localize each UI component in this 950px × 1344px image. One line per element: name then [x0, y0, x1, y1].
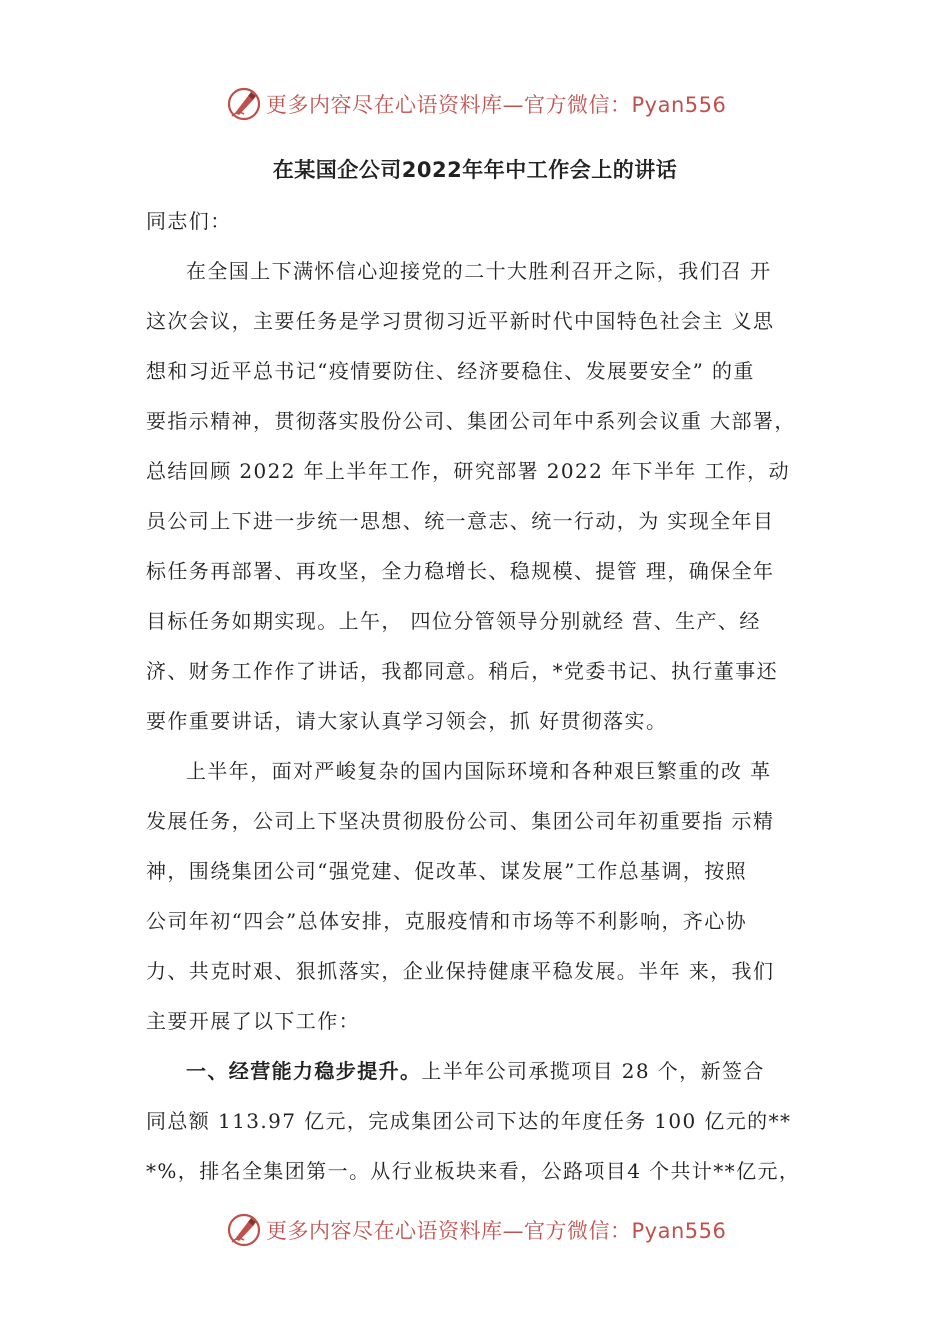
text-line: 在全国上下满怀信心迎接党的二十大胜利召开之际，我们召 开: [186, 259, 772, 283]
text-line: 发展任务，公司上下坚决贯彻股份公司、集团公司年初重要指 示精: [146, 809, 775, 833]
section-1-heading: 一、经营能力稳步提升。: [186, 1059, 422, 1083]
text-line: *%，排名全集团第一。从行业板块来看，公路项目4 个共计**亿元，: [146, 1159, 801, 1183]
text-line: 公司年初“四会”总体安排，克服疫情和市场等不利影响，齐心协: [146, 909, 748, 933]
paragraph-1: [146, 246, 814, 746]
text-line: 济、财务工作作了讲话，我都同意。稍后，*党委书记、执行董事还: [146, 659, 778, 683]
section-1-text: 上半年公司承揽项目 28 个，新签合: [421, 1059, 765, 1083]
paragraph-2: [146, 746, 814, 1046]
text-line: 力、共克时艰、狠抓落实，企业保持健康平稳发展。半年 来，我们: [146, 959, 775, 983]
footer-watermark-banner: [0, 1208, 950, 1252]
salutation: 同志们：: [146, 209, 232, 233]
text-line: 总结回顾 2022 年上半年工作，研究部署 2022 年下半年 工作，动: [146, 459, 790, 483]
pen-logo-icon: [226, 1212, 262, 1248]
text-line: 员公司上下进一步统一思想、统一意志、统一行动，为 实现全年目: [146, 509, 775, 533]
text-line: 同总额 113.97 亿元，完成集团公司下达的年度任务 100 亿元的**: [146, 1109, 792, 1133]
text-line: 目标任务如期实现。上午， 四位分管领导分别就经 营、生产、经: [146, 609, 761, 633]
pen-logo-icon: [226, 86, 262, 122]
section-1-first-line: [146, 1046, 814, 1096]
speech-body: [146, 196, 814, 1196]
text-line: 这次会议，主要任务是学习贯彻习近平新时代中国特色社会主 义思: [146, 309, 775, 333]
text-line: 上半年，面对严峻复杂的国内国际环境和各种艰巨繁重的改 革: [186, 759, 772, 783]
text-line: 神，围绕集团公司“强党建、促改革、谋发展”工作总基调，按照: [146, 859, 748, 883]
text-line: 要指示精神，贯彻落实股份公司、集团公司年中系列会议重 大部署，: [146, 409, 796, 433]
banner-text: 更多内容尽在心语资料库—官方微信：Pyan556: [266, 1219, 727, 1243]
banner-text: 更多内容尽在心语资料库—官方微信：Pyan556: [266, 93, 727, 117]
text-line: 要作重要讲话，请大家认真学习领会，抓 好贯彻落实。: [146, 709, 668, 733]
text-line: 标任务再部署、再攻坚，全力稳增长、稳规模、提管 理，确保全年: [146, 559, 775, 583]
header-watermark-banner: [0, 82, 950, 126]
text-line: 想和习近平总书记“疫情要防住、经济要稳住、发展要安全” 的重: [146, 359, 755, 383]
section-1: [146, 1046, 814, 1196]
page-title: 在某国企公司2022年年中工作会上的讲话: [272, 158, 678, 182]
text-line: 主要开展了以下工作：: [146, 1009, 360, 1033]
